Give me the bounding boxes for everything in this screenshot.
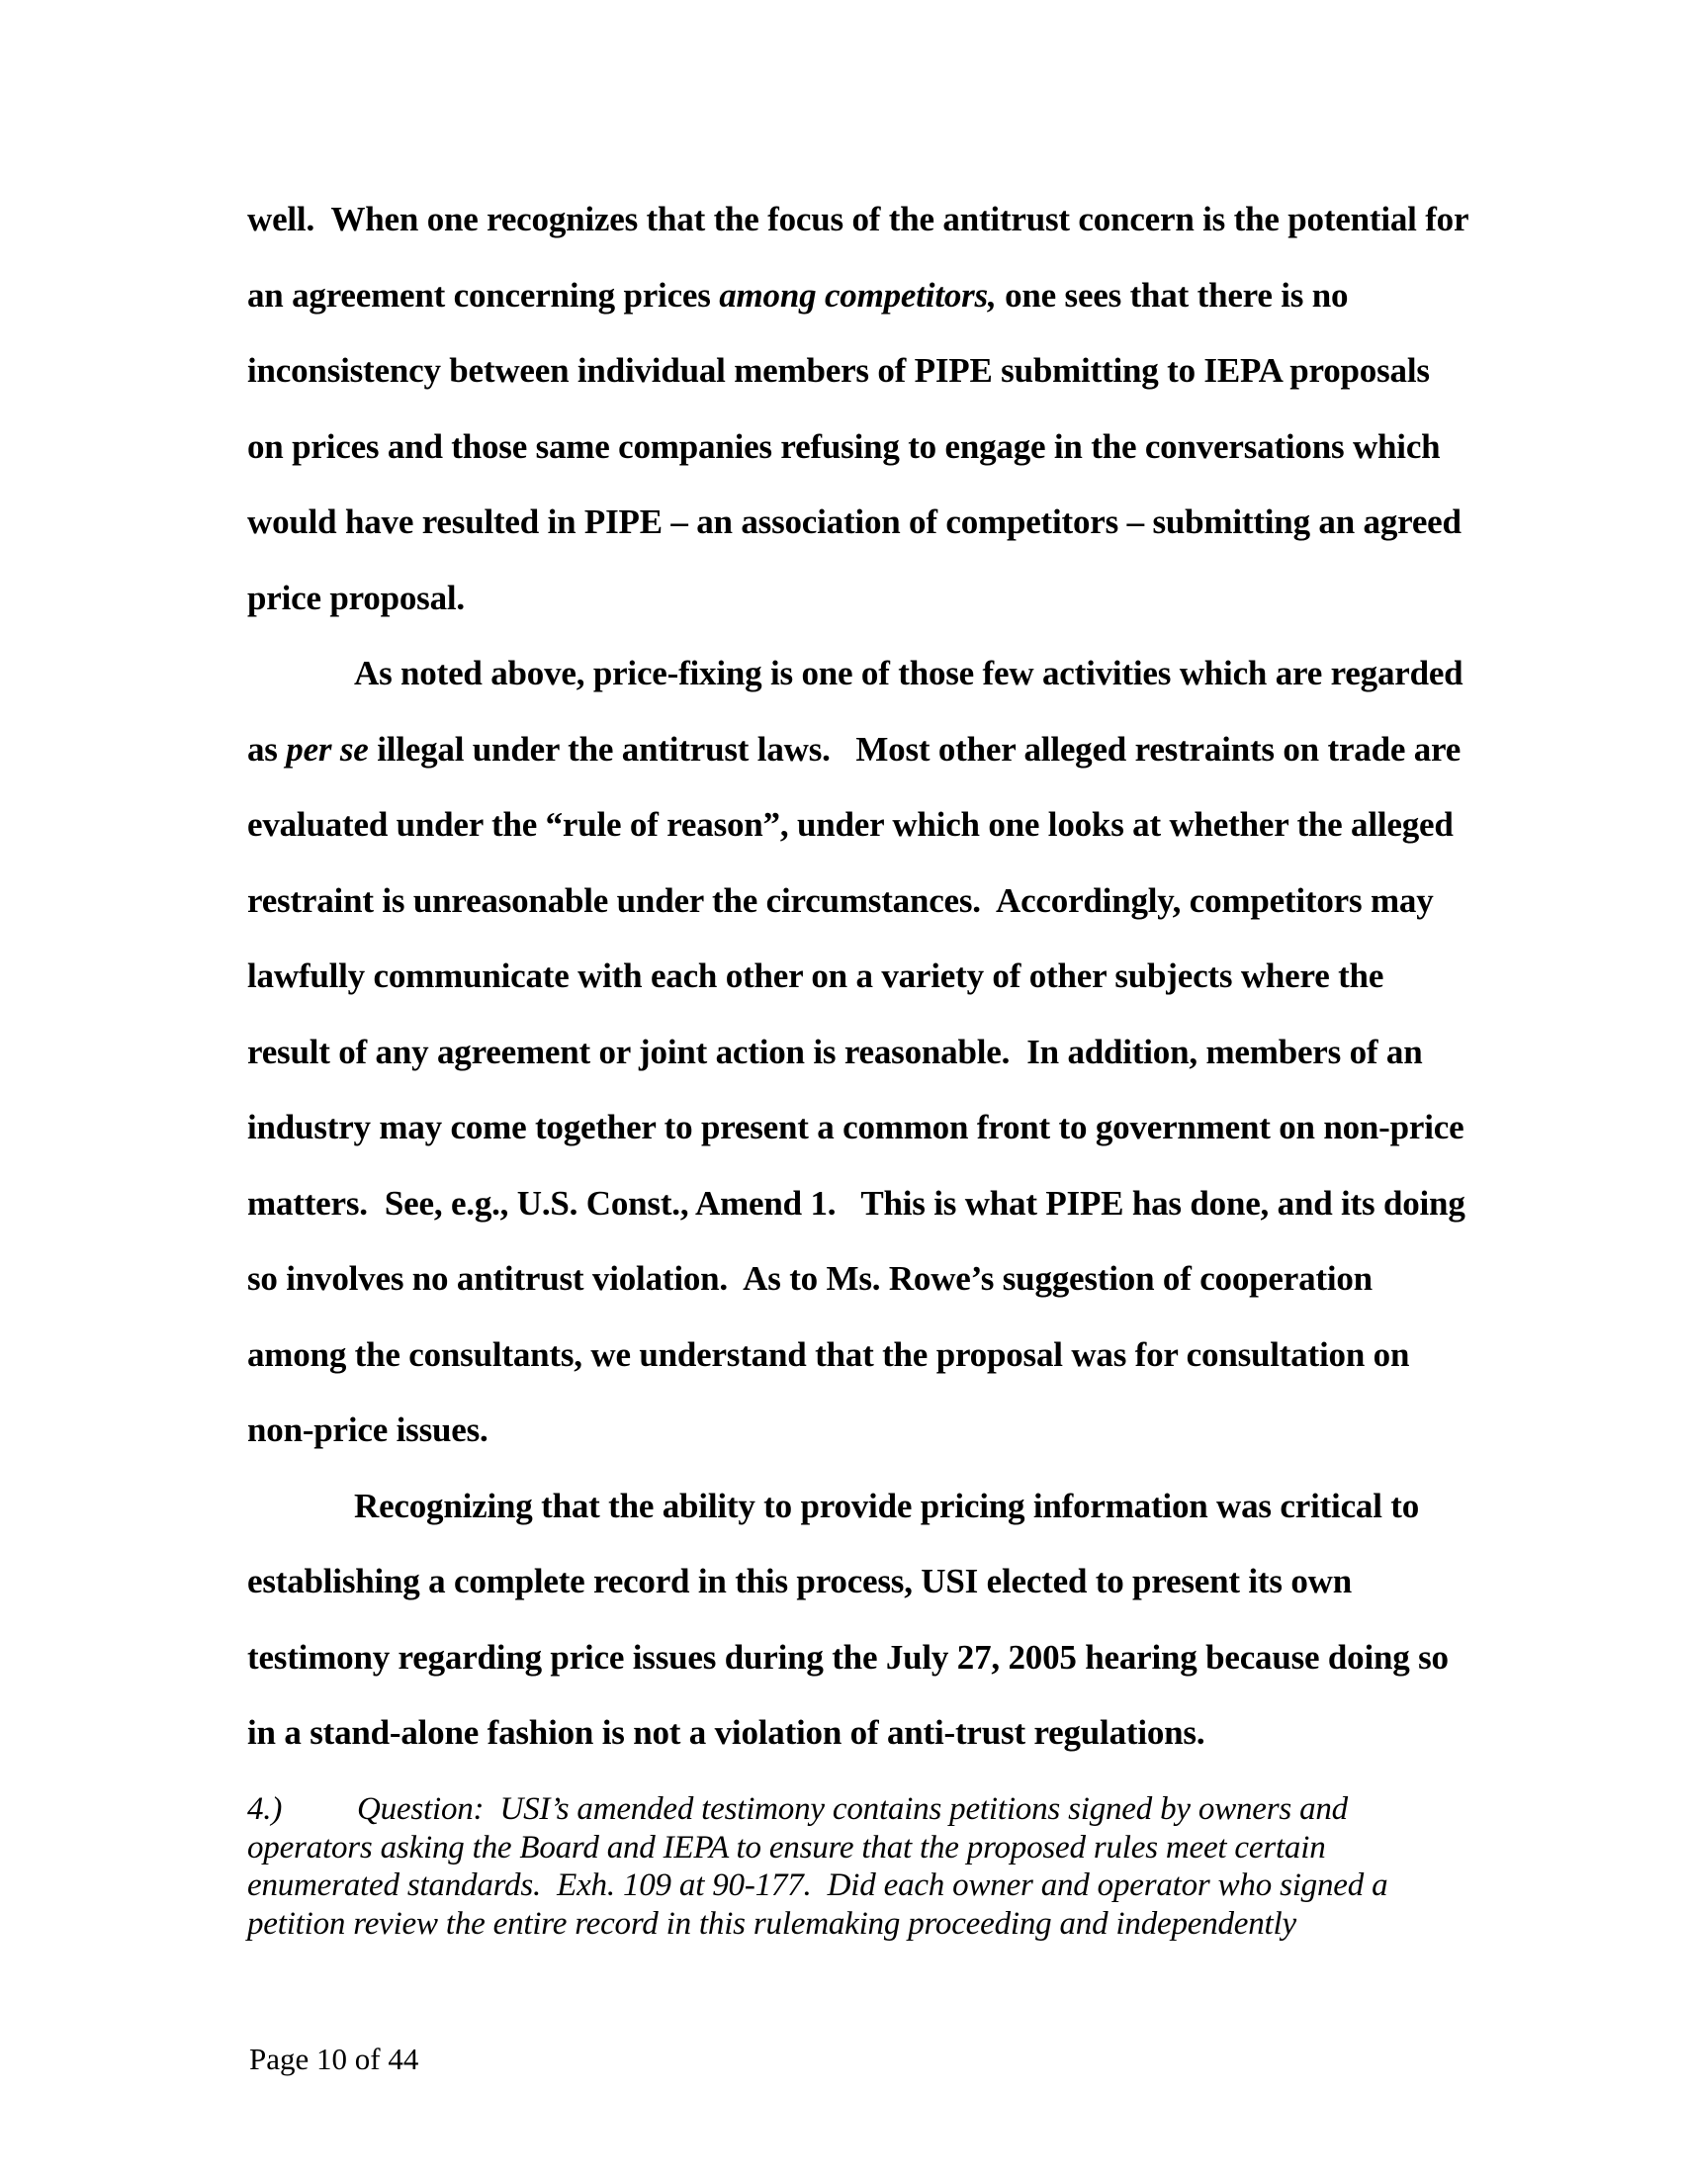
paragraph-1 (247, 182, 1469, 636)
italic-phrase: per se (286, 729, 369, 769)
text-line: result of any agreement or joint action is reasonable. In addition, members of an (247, 1032, 1423, 1071)
text-line: matters. See, e.g., U.S. Const., Amend 1. This is what PIPE has done, and its doing (247, 1183, 1465, 1223)
text-line: price proposal. (247, 578, 465, 617)
text-line: on prices and those same companies refusing to engage in the conversations which (247, 426, 1441, 466)
text-line: inconsistency between individual members of PIPE submitting to IEPA proposals (247, 351, 1430, 390)
text-line: so involves no antitrust violation. As to Ms. Rowe’s suggestion of cooperation (247, 1259, 1373, 1298)
text-segment: illegal under the antitrust laws. Most other alleged restraints on trade are (368, 729, 1462, 769)
text-line: would have resulted in PIPE – an association of competitors – submitting an agreed (247, 502, 1462, 541)
text-line: testimony regarding price issues during the July 27, 2005 hearing because doing so (247, 1637, 1449, 1677)
text-line: in a stand-alone fashion is not a violation of anti-trust regulations. (247, 1713, 1205, 1752)
text-line: enumerated standards. Exh. 109 at 90-177. Did each owner and operator who signed a (247, 1867, 1388, 1903)
text-line: petition review the entire record in this rulemaking proceeding and independently (247, 1905, 1296, 1942)
text-segment: as (247, 729, 287, 769)
page-number-footer (249, 2041, 418, 2078)
paragraph-3 (247, 1469, 1463, 1772)
text-line: As noted above, price-fixing is one of those few activities which are regarded (354, 654, 1463, 692)
paragraph-2 (247, 636, 1463, 1469)
question-paragraph (247, 1790, 1463, 1943)
text-line: industry may come together to present a common front to government on non-price (247, 1108, 1464, 1146)
page-number-label: Page 10 of 44 (249, 2042, 419, 2076)
text-line: Recognizing that the ability to provide pricing information was critical to (354, 1486, 1420, 1525)
text-segment: Question: USI’s amended testimony contains petitions signed by owners and (357, 1791, 1348, 1827)
body-text (247, 182, 1469, 1772)
question-number: 4.) (247, 1791, 283, 1827)
text-line: restraint is unreasonable under the circumstances. Accordingly, competitors may (247, 880, 1434, 920)
text-line: evaluated under the “rule of reason”, under which one looks at whether the alleged (247, 805, 1454, 844)
text-segment: an agreement concerning prices (247, 275, 720, 315)
text-line (247, 258, 1463, 334)
italic-phrase: among competitors, (719, 275, 997, 315)
text-line (247, 712, 1463, 788)
text-line (247, 1790, 1463, 1829)
text-line: operators asking the Board and IEPA to ensure that the proposed rules meet certain (247, 1829, 1326, 1866)
text-line: non-price issues. (247, 1410, 488, 1449)
text-line: establishing a complete record in this process, USI elected to present its own (247, 1562, 1352, 1600)
text-line: lawfully communicate with each other on a variety of other subjects where the (247, 956, 1384, 995)
text-segment: one sees that there is no (996, 275, 1349, 315)
text-line: among the consultants, we understand that the proposal was for consultation on (247, 1334, 1410, 1374)
text-line: well. When one recognizes that the focus of the antitrust concern is the potential for (247, 200, 1469, 238)
